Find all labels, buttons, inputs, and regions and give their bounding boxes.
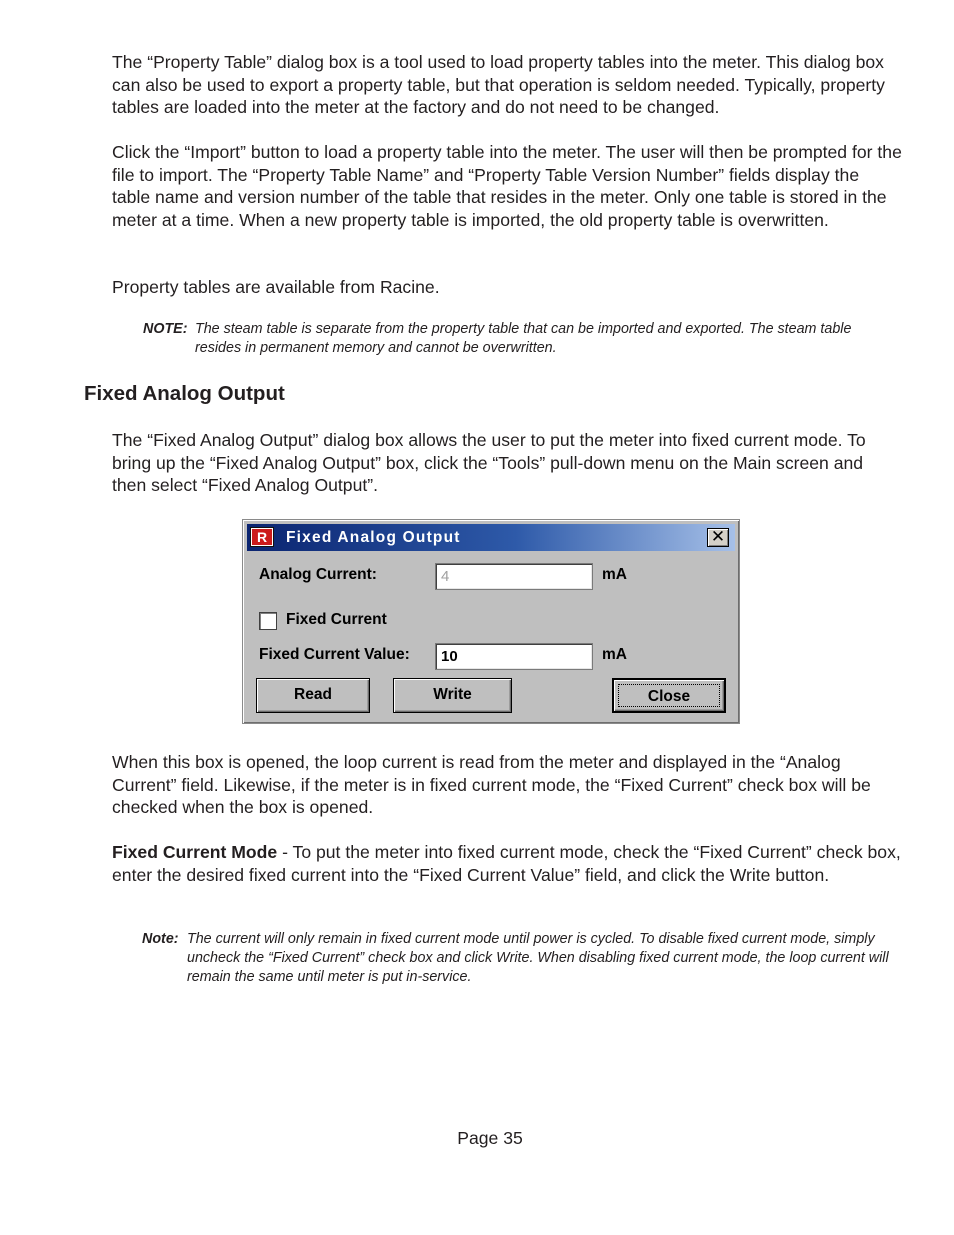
note-label: Note: — [142, 931, 179, 947]
section-heading: Fixed Analog Output — [84, 382, 285, 405]
write-button[interactable]: Write — [393, 678, 512, 713]
racine-logo-icon: R — [251, 528, 273, 546]
close-button-label: Close — [618, 684, 720, 707]
fixed-current-mode-term: Fixed Current Mode — [112, 842, 278, 862]
fixed-output-intro-paragraph: The “Fixed Analog Output” dialog box allows the user to put the meter into fixed current mode. To bring up the “Fixed Analog Output” box, click the “Tools” pull-down menu on the Main screen and then select “Fixed Analog Output”. — [112, 430, 866, 495]
fixed-analog-output-dialog — [242, 519, 740, 724]
fixed-current-value-field[interactable]: 10 — [435, 643, 593, 670]
close-button[interactable] — [612, 678, 726, 713]
note-label: NOTE: — [143, 321, 188, 337]
dialog-title-bar[interactable] — [247, 524, 735, 551]
availability-paragraph: Property tables are available from Racine. — [112, 277, 440, 297]
analog-current-field: 4 — [435, 563, 593, 590]
fixed-current-mode-paragraph — [112, 841, 902, 886]
note-text: The current will only remain in fixed current mode until power is cycled. To disable fixed current mode, simply uncheck the “Fixed Current” check box and click Write. When disabling fixed current mode, the loop current will remain the same until meter is put in-service. — [187, 931, 889, 985]
power-cycle-note — [142, 930, 893, 987]
opened-paragraph: When this box is opened, the loop current is read from the meter and displayed in the “Analog Current” field. Likewise, if the meter is in fixed current mode, the “Fixed Current” check box will be checked when the box is opened. — [112, 752, 871, 817]
note-text: The steam table is separate from the property table that can be imported and exported. The steam table resides in permanent memory and cannot be overwritten. — [195, 321, 852, 356]
steam-table-note — [143, 320, 885, 358]
intro-paragraph: The “Property Table” dialog box is a tool used to load property tables into the meter. This dialog box can also be used to export a property table, but that operation is seldom needed. Typically, property tables are loaded into the meter at the factory and do not need to be changed. — [112, 52, 885, 117]
page-number: Page 35 — [457, 1128, 523, 1148]
fixed-current-label: Fixed Current — [286, 611, 387, 628]
import-paragraph: Click the “Import” button to load a property table into the meter. The user will then be prompted for the file to import. The “Property Table Name” and “Property Table Version Number” fields display the table name and version number of the table that resides in the meter. Only one table is stored in the meter at a time. When a new property table is imported, the old property table is overwritten. — [112, 142, 902, 230]
fixed-current-value-label: Fixed Current Value: — [259, 646, 410, 663]
fixed-current-checkbox[interactable] — [259, 612, 277, 630]
dialog-title: Fixed Analog Output — [286, 529, 461, 546]
analog-current-label: Analog Current: — [259, 566, 377, 583]
read-button[interactable]: Read — [256, 678, 370, 713]
fixed-current-mode-text: - To put the meter into fixed current mode, check the “Fixed Current” check box, enter the desired fixed current into the “Fixed Current Value” field, and click the Write button. — [112, 842, 901, 885]
fixed-current-value-unit: mA — [602, 646, 627, 663]
analog-current-unit: mA — [602, 566, 627, 583]
close-icon[interactable]: ✕ — [707, 528, 729, 547]
